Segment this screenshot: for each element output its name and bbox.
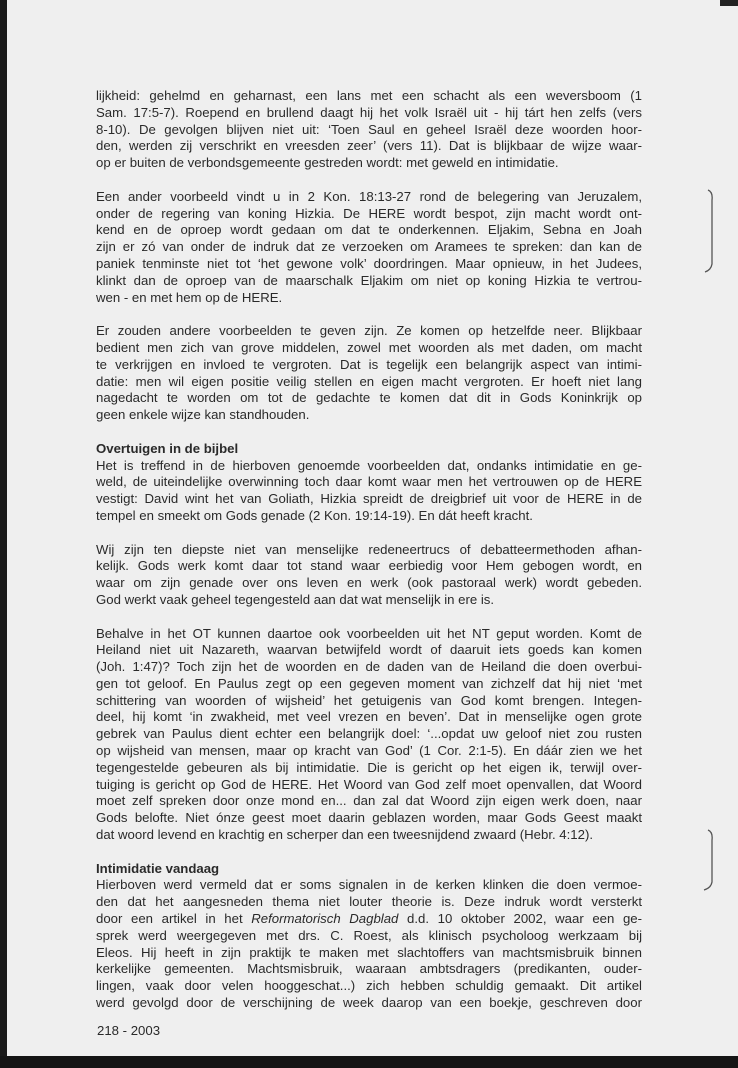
article-body: [96, 88, 642, 1012]
text-line: tuiging is gericht op God de HERE. Het Woord van God zelf moet openvallen, dat Woord: [96, 776, 642, 792]
paragraph: [96, 441, 642, 525]
text-line: [96, 911, 642, 928]
paragraph-gap: [96, 306, 642, 323]
paragraph-gap: [96, 525, 642, 542]
paragraph: [96, 189, 642, 307]
text-line: op er buiten de verbondsgemeente gestreden wordt: met geweld en intimidatie.: [96, 155, 559, 171]
text-line: weld, de uiteindelijke overwinning toch daar komt waar men het vertrouwen op de HERE: [96, 474, 642, 490]
text-line: gebrek van Paulus dient echter een belangrijk doel: ‘...opdat uw geloof niet zou rusten: [96, 726, 642, 742]
text-line: waar om zijn genade over ons leven en werk (ook pastoraal werk) wordt gebeden.: [96, 575, 642, 591]
text-line: kelijk. Gods werk komt daar tot stand waar eerbiedig voor Hem gebogen wordt, en: [96, 558, 642, 574]
text-line: geen enkele wijze kan standhouden.: [96, 407, 310, 423]
text-line: klinkt dan de oproep van de maarschalk Eljakim om niet op koning Hizkia te vertrou-: [96, 272, 642, 288]
scan-edge-corner: [720, 0, 738, 6]
text-line: Een ander voorbeeld vindt u in 2 Kon. 18:13-27 rond de belegering van Jeruzalem,: [96, 188, 642, 204]
text-line: (Joh. 1:47)? Toch zijn het de woorden en de daden van de Heiland die doen overbui-: [96, 659, 642, 675]
text-line: kend en de oproep wordt gedaan om dat te onderkennen. Eljakim, Sebna en Joah: [96, 222, 642, 238]
text-line: lingen, vaak door velen hooggeschat...) zich hebben schuldig gemaakt. Dit artikel: [96, 978, 642, 994]
text-line: moet zelf spreken door onze mond en... dan zal dat Woord zijn eigen werk doen, naar: [96, 793, 642, 809]
text-line: bedient men zich van grove middelen, zowel met woorden als met daden, om macht: [96, 339, 642, 355]
text-line: Het is treffend in de hierboven genoemde voorbeelden dat, ondanks intimidatie en ge-: [96, 457, 642, 473]
text-line: kerkelijke gemeenten. Machtsmisbruik, waaraan ambtsdragers (predikanten, ouder-: [96, 961, 642, 977]
text-line: Gods belofte. Niet ónze geest moet daarin geblazen worden, maar Gods Geest maakt: [96, 810, 642, 826]
text-line: tempel en smeekt om Gods genade (2 Kon. 19:14-19). En dát heeft kracht.: [96, 507, 533, 523]
text-line: Wij zijn ten diepste niet van menselijke redeneertrucs of debatteermethoden afhan-: [96, 541, 642, 557]
paragraph: [96, 861, 642, 1012]
text-line: den dat het aangesneden thema niet louter theorie is. Deze indruk wordt versterkt: [96, 894, 642, 910]
scan-edge-bottom: [0, 1056, 738, 1068]
text-line: deel, hij komt ‘in zwakheid, met veel vrezen en beven’. Dat in menselijke ogen grote: [96, 709, 642, 725]
text-line: sprek werd weergegeven met drs. C. Roest, als klinisch psycholoog werkzaam bij: [96, 927, 642, 943]
margin-bracket-mark: [700, 826, 720, 896]
text-line: op wijsheid van mensen, maar op kracht van God’ (1 Cor. 2:1-5). En dáár zien we het: [96, 743, 642, 759]
text-line: datie: men wil eigen positie veilig stellen en eigen macht vergroten. Er hoeft niet lang: [96, 373, 642, 389]
paragraph: [96, 626, 642, 844]
text-line: paniek tenminste niet tot ‘het gewone volk’ doordringen. Maar opnieuw, in het Judees,: [96, 255, 642, 271]
text-line: zijn er zó van onder de indruk dat ze verzoeken om Aramees te spreken: dan kan de: [96, 239, 642, 255]
text-line: Er zouden andere voorbeelden te geven zijn. Ze komen op hetzelfde neer. Blijkbaar: [96, 323, 642, 339]
paragraph: [96, 542, 642, 609]
page-number: 218 - 2003: [97, 1023, 161, 1038]
section-heading: Intimidatie vandaag: [96, 860, 220, 876]
publication-title: Reformatorisch Dagblad: [251, 911, 399, 927]
paragraph: [96, 323, 642, 424]
text-line: God werkt vaak geheel tegengesteld aan dat wat menselijk in ere is.: [96, 591, 495, 607]
paragraph-gap: [96, 424, 642, 441]
paragraph-gap: [96, 172, 642, 189]
text-line: Behalve in het OT kunnen daartoe ook voorbeelden uit het NT geput worden. Komt de: [96, 625, 642, 641]
section-heading: Overtuigen in de bijbel: [96, 440, 239, 456]
text-line: werd gevolgd door de verschijning de week daarop van een boekje, geschreven door: [96, 995, 642, 1011]
scan-edge-left: [0, 0, 7, 1068]
text-line: 8-10). De gevolgen blijven niet uit: ‘Toen Saul en geheel Israël deze woorden hoor-: [96, 121, 642, 137]
text-segment: door een artikel in het: [96, 911, 252, 927]
text-line: schittering van woorden of wijsheid’ het getuigenis van God komt brengen. Integen-: [96, 692, 642, 708]
text-line: vestigt: David wint het van Goliath, Hizkia spreidt de dreigbrief uit voor de HERE in de: [96, 491, 642, 507]
text-line: tegengestelde gebeuren als bij intimidatie. Die is gericht op het eigen ik, terwijl over-: [96, 759, 642, 775]
text-line: Heiland niet uit Nazareth, waarvan betwijfeld wordt of daaruit iets goeds kan komen: [96, 642, 642, 658]
text-line: Eleos. Hij heeft in zijn praktijk te maken met slachtoffers van machtsmisbruik binnen: [96, 944, 642, 960]
text-line: wen - en met hem op de HERE.: [96, 289, 283, 305]
text-line: nagedacht te worden om tot de gedachte te komen dat dit in Gods Koninkrijk op: [96, 390, 642, 406]
text-line: dat woord levend en krachtig en scherper dan een tweesnijdend zwaard (Hebr. 4:12).: [96, 827, 594, 843]
text-line: lijkheid: gehelmd en geharnast, een lans met een schacht als een weversboom (1: [96, 88, 642, 103]
margin-bracket-mark: [700, 186, 720, 276]
paragraph-gap: [96, 844, 642, 861]
text-line: gen tot geloof. En Paulus zegt op een gegeven moment van zichzelf dat hij niet ‘met: [96, 675, 642, 691]
text-line: Sam. 17:5-7). Roepend en brullend daagt hij het volk Israël uit - hij tárt hen zelfs (vers: [96, 104, 642, 120]
text-line: Hierboven werd vermeld dat er soms signalen in de kerken klinken die doen vermoe-: [96, 877, 642, 893]
text-line: te verkrijgen en invloed te vergroten. Dat is tegelijk een belangrijk aspect van intimi-: [96, 356, 642, 372]
text-line: onder de regering van koning Hizkia. De HERE wordt bespot, zijn macht wordt ont-: [96, 205, 642, 221]
paragraph: [96, 88, 642, 172]
text-line: den, werden zij verschrikt en vreesden zeer’ (vers 11). Dat is blijkbaar de wijze waar-: [96, 138, 642, 154]
paragraph-gap: [96, 609, 642, 626]
text-segment: d.d. 10 oktober 2002, waar een ge-: [398, 911, 642, 927]
